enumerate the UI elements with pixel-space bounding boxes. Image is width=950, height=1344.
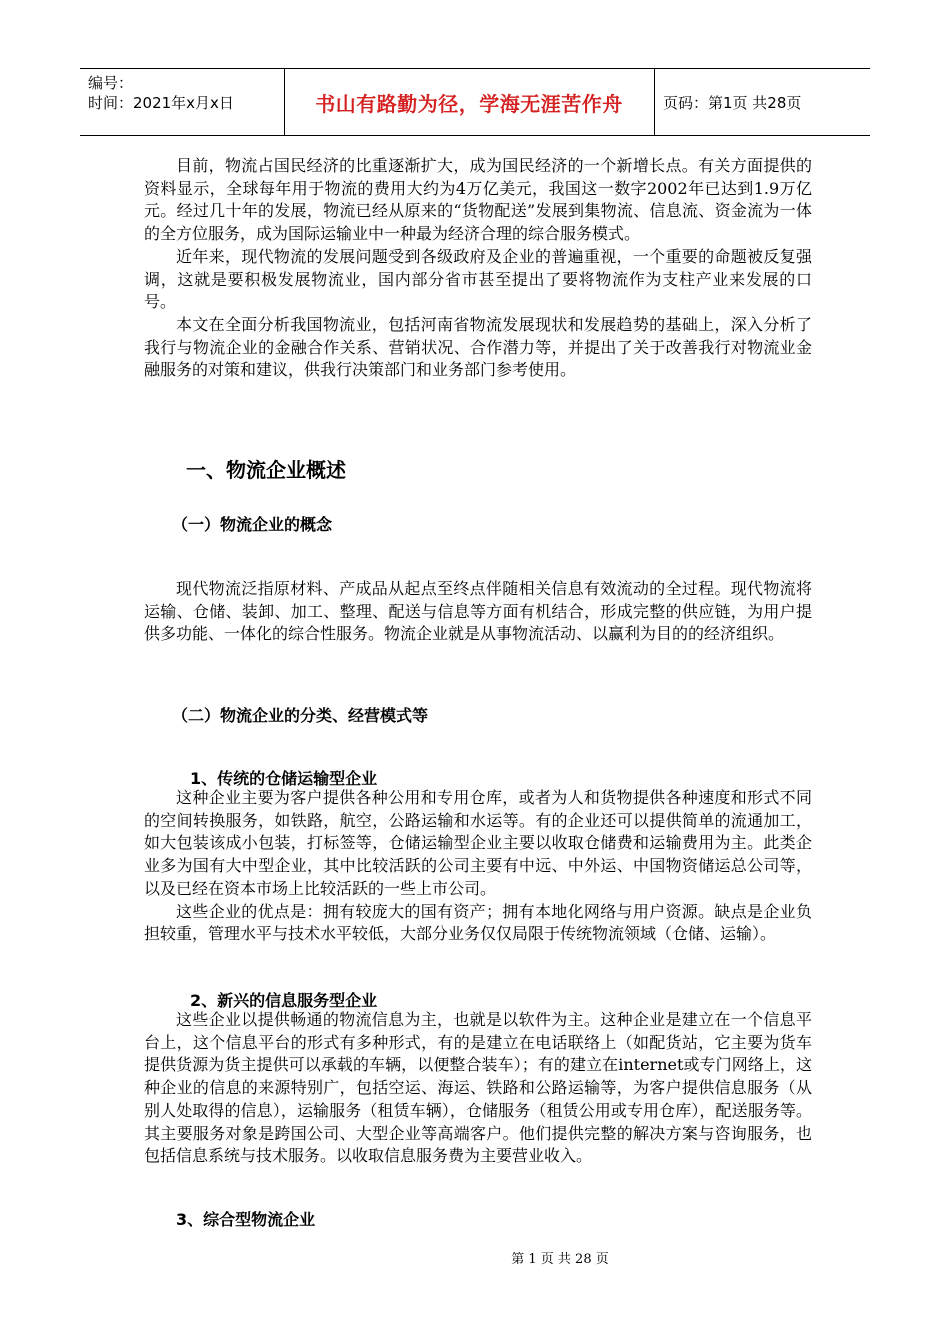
intro-paragraph: 近年来，现代物流的发展问题受到各级政府及企业的普遍重视，一个重要的命题被反复强调，这就是要积极发展物流业，国内部分省市甚至提出了要将物流作为支柱产业来发展的口号。 <box>144 246 812 312</box>
subsection-heading: （二）物流企业的分类、经营模式等 <box>172 706 429 725</box>
type1-section <box>144 787 812 946</box>
type2-section <box>144 1009 812 1168</box>
header-page-number: 页码：第1页 共28页 <box>663 93 802 112</box>
page-header <box>80 68 870 136</box>
concept-paragraph: 现代物流泛指原材料、产成品从起点至终点伴随相关信息有效流动的全过程。现代物流将运输、仓储、装卸、加工、整理、配送与信息等方面有机结合，形成完整的供应链，为用户提供多功能、一体化的综合性服务。物流企业就是从事物流活动、以赢利为目的的经济组织。 <box>144 579 812 644</box>
section-heading: 一、物流企业概述 <box>186 458 346 482</box>
type-heading: 1、传统的仓储运输型企业 <box>190 769 378 788</box>
concept-section <box>144 578 812 646</box>
type1-paragraph: 这种企业主要为客户提供各种公用和专用仓库，或者为人和货物提供各种速度和形式不同的空间转换服务，如铁路，航空，公路运输和水运等。有的企业还可以提供简单的流通加工，如大包装该成小包装，打标签等，仓储运输型企业主要以收取仓储费和运输费用为主。此类企业多为国有大中型企业，其中比较活跃的公司主要有中远、中外运、中国物资储运总公司等，以及已经在资本市场上比较活跃的一些上市公司。 <box>144 788 812 898</box>
type-heading: 2、新兴的信息服务型企业 <box>190 991 378 1010</box>
doc-number-label: 编号： <box>88 74 134 92</box>
type2-paragraph: 这些企业以提供畅通的物流信息为主，也就是以软件为主。这种企业是建立在一个信息平台上，这个信息平台的形式有多种形式，有的是建立在电话联络上（如配货站，它主要为货车提供货源为货主提供可以承载的车辆，以便整合装车）；有的建立在internet或专门网络上，这种企业的信息的来源特别广，包括空运、海运、铁路和公路运输等，为客户提供信息服务（从别人处取得的信息），运输服务（租赁车辆），仓储服务（租赁公用或专用仓库），配送服务等。其主要服务对象是跨国公司、大型企业等高端客户。他们提供完整的解决方案与咨询服务，也包括信息系统与技术服务。以收取信息服务费为主要营业收入。 <box>144 1010 812 1166</box>
intro-paragraph: 本文在全面分析我国物流业，包括河南省物流发展现状和发展趋势的基础上，深入分析了我行与物流企业的金融合作关系、营销状况、合作潜力等，并提出了关于改善我行对物流业金融服务的对策和建议，供我行决策部门和业务部门参考使用。 <box>144 314 812 380</box>
page-footer: 第 1 页 共 28 页 <box>511 1252 609 1267</box>
header-meta <box>88 73 288 113</box>
subsection-heading: （一）物流企业的概念 <box>172 515 333 534</box>
header-divider <box>654 69 655 135</box>
header-divider <box>284 69 285 135</box>
intro-paragraph: 目前，物流占国民经济的比重逐渐扩大，成为国民经济的一个新增长点。有关方面提供的资料显示，全球每年用于物流的费用大约为4万亿美元，我国这一数字2002年已达到1.9万亿元。经过几十年的发展，物流已经从原来的“货物配送”发展到集物流、信息流、资金流为一体的全方位服务，成为国际运输业中一种最为经济合理的综合服务模式。 <box>144 156 812 244</box>
type1-paragraph: 这些企业的优点是：拥有较庞大的国有资产；拥有本地化网络与用户资源。缺点是企业负担较重，管理水平与技术水平较低，大部分业务仅仅局限于传统物流领域（仓储、运输）。 <box>144 901 812 944</box>
doc-date-label: 时间：2021年x月x日 <box>88 94 234 112</box>
type-heading: 3、综合型物流企业 <box>176 1210 316 1229</box>
intro-section <box>144 155 812 382</box>
header-motto: 书山有路勤为径，学海无涯苦作舟 <box>315 91 623 116</box>
